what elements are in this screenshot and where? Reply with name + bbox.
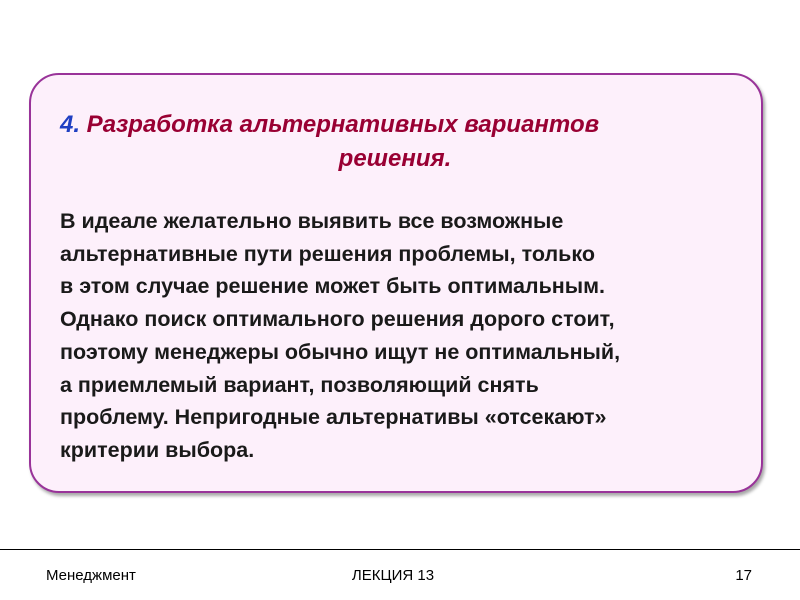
footer-divider	[0, 549, 800, 550]
heading-line-2: решения.	[338, 145, 452, 172]
body-line: альтернативные пути решения проблемы, только	[60, 241, 595, 266]
heading-number: 4.	[60, 111, 81, 138]
body-line: Однако поиск оптимального решения дорого стоит,	[60, 307, 615, 332]
slide-body-text	[60, 205, 760, 467]
slide-heading	[60, 108, 700, 176]
body-line: поэтому менеджеры обычно ищут не оптимальный,	[60, 339, 621, 364]
body-line: В идеале желательно выявить все возможные	[60, 209, 564, 233]
body-line: а приемлемый вариант, позволяющий снять	[60, 372, 539, 397]
footer-lecture-label: ЛЕКЦИЯ 13	[351, 567, 435, 584]
body-line: в этом случае решение может быть оптимальным.	[60, 274, 606, 299]
footer-page-number: 17	[735, 567, 752, 584]
footer-course-title: Менеджмент	[46, 567, 136, 584]
body-line: проблему. Непригодные альтернативы «отсекают»	[60, 405, 607, 430]
body-line: критерии выбора.	[60, 437, 255, 462]
heading-line-1: Разработка альтернативных вариантов	[80, 111, 600, 138]
